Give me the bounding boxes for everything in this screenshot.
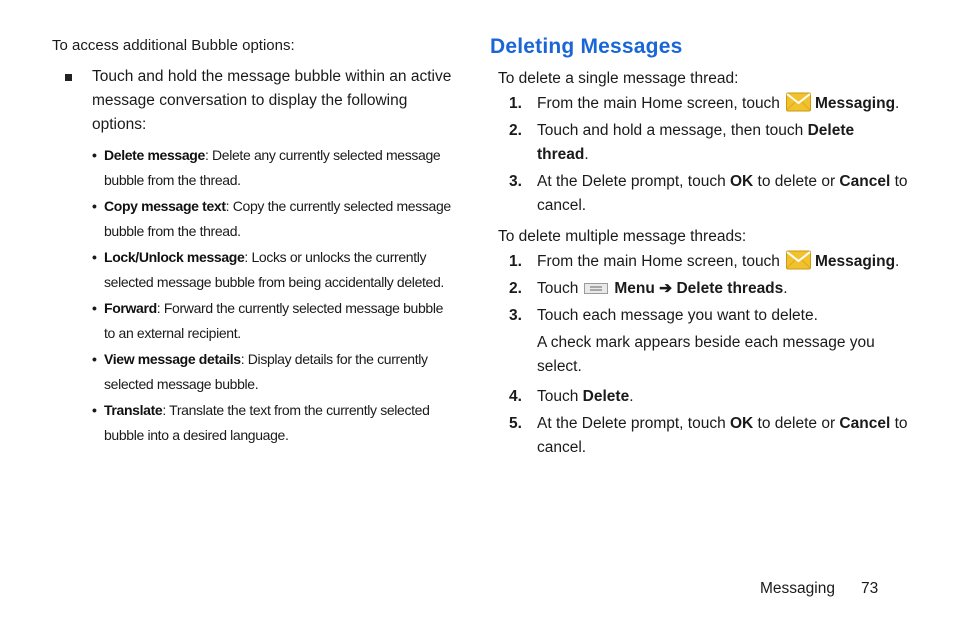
bubble-options-intro: To access additional Bubble options: <box>52 37 295 54</box>
option-desc: : Display details for the currently selected message bubble. <box>104 351 428 392</box>
step-text: At the Delete prompt, touch OK to delete or Cancel to cancel. <box>537 415 908 456</box>
option-desc: : Locks or unlocks the currently selected message bubble from being accidentally deleted. <box>104 249 444 290</box>
option-term: Translate <box>104 402 163 418</box>
step-text: From the main Home screen, touch Messaging. <box>537 92 899 116</box>
list-item <box>490 277 910 301</box>
step-number: 1. <box>509 95 522 112</box>
step-text: Touch Delete. <box>537 388 634 405</box>
list-item: • Copy message text: Copy the currently selected message bubble from the thread. <box>92 198 451 239</box>
menu-icon <box>584 278 608 289</box>
step-number: 3. <box>509 307 522 324</box>
list-item <box>490 304 910 328</box>
option-desc: : Delete any currently selected message bubble from the thread. <box>104 147 441 188</box>
footer-section: Messaging <box>760 580 835 597</box>
list-item: • View message details: Display details for the currently selected message bubble. <box>92 351 428 392</box>
step-text: Touch and hold a message, then touch Delete thread. <box>537 122 855 163</box>
list-item: • Delete message: Delete any currently selected message bubble from the thread. <box>92 147 441 188</box>
single-thread-lead: To delete a single message thread: <box>498 70 739 87</box>
option-term: Lock/Unlock message <box>104 249 245 265</box>
list-item: • Translate: Translate the text from the currently selected bubble into a desired language. <box>92 402 430 443</box>
option-desc: : Translate the text from the currently selected bubble into a desired language. <box>104 402 430 443</box>
step-number: 2. <box>509 122 522 139</box>
single-thread-steps <box>490 92 910 218</box>
list-item <box>490 170 910 218</box>
step-number: 2. <box>509 280 522 297</box>
option-term: View message details <box>104 351 241 367</box>
section-title: Deleting Messages <box>490 35 683 58</box>
option-desc: : Copy the currently selected message bubble from the thread. <box>104 198 451 239</box>
messaging-envelope-icon <box>786 92 811 112</box>
option-term: Forward <box>104 300 157 316</box>
step-text: At the Delete prompt, touch OK to delete or Cancel to cancel. <box>537 173 908 214</box>
step-number: 5. <box>509 415 522 432</box>
deleting-messages-section <box>490 34 910 463</box>
option-term: Copy message text <box>104 198 226 214</box>
step-number: 4. <box>509 388 522 405</box>
bubble-options-section <box>52 35 457 449</box>
list-item <box>490 385 910 409</box>
step-number: 1. <box>509 253 522 270</box>
option-desc: : Forward the currently selected message bubble to an external recipient. <box>104 300 444 341</box>
multi-thread-steps <box>490 250 910 328</box>
step-number: 3. <box>509 173 522 190</box>
square-bullet-icon <box>52 65 92 137</box>
step-text: Touch each message you want to delete. <box>537 307 818 324</box>
list-item <box>490 119 910 167</box>
bubble-options-list <box>92 143 457 448</box>
list-item: • Forward: Forward the currently selected message bubble to an external recipient. <box>92 300 444 341</box>
list-item <box>490 92 910 116</box>
list-item <box>490 412 910 460</box>
messaging-envelope-icon <box>786 250 811 270</box>
page-number: 73 <box>860 580 879 597</box>
list-item <box>490 250 910 274</box>
step-text: Touch Menu ➔ Delete threads. <box>537 280 788 297</box>
multi-thread-lead: To delete multiple message threads: <box>498 228 747 245</box>
option-term: Delete message <box>104 147 205 163</box>
step-text: From the main Home screen, touch Messaging. <box>537 250 899 274</box>
bubble-instruction <box>52 65 457 137</box>
bubble-instruction-text: Touch and hold the message bubble within an active message conversation to display the following options: <box>92 68 452 133</box>
page-footer <box>760 578 878 600</box>
multi-thread-steps-continued <box>490 385 910 460</box>
step-note: A check mark appears beside each message you select. <box>537 334 875 375</box>
list-item: • Lock/Unlock message: Locks or unlocks the currently selected message bubble from being accidentally deleted. <box>92 249 444 290</box>
